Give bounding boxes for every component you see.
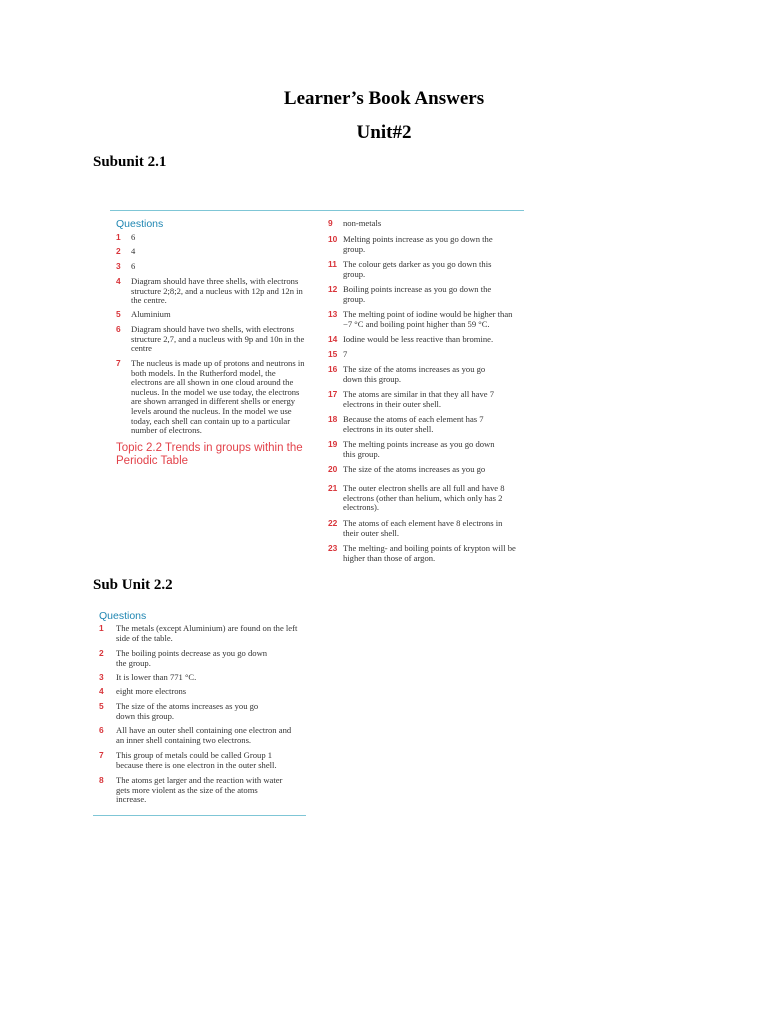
answer-text: Iodine would be less reactive than bromine.	[343, 334, 494, 344]
answer-item	[328, 390, 508, 409]
answer-text: The outer electron shells are all full and have 8 electrons (other than helium, which only has 2 electrons).	[343, 483, 505, 513]
answer-text: All have an outer shell containing one electron and an inner shell containing two electrons.	[116, 725, 292, 745]
answer-number: 19	[328, 439, 338, 449]
answer-text: Melting points increase as you go down the group.	[343, 234, 493, 254]
subunit-2-1-answers-image	[110, 210, 524, 566]
answer-text: 7	[343, 349, 348, 359]
answer-item	[328, 519, 520, 538]
answer-number: 5	[99, 701, 104, 711]
answer-item	[99, 751, 299, 770]
answer-text: This group of metals could be called Group 1 because there is one electron in the outer shell.	[116, 750, 277, 770]
answer-item	[328, 219, 520, 229]
answer-number: 20	[328, 465, 338, 474]
panel-bottom-rule	[93, 815, 306, 816]
answer-item	[328, 350, 520, 360]
answer-number: 13	[328, 309, 338, 319]
answer-item	[116, 359, 308, 436]
answer-number: 15	[328, 349, 338, 359]
answer-text: The atoms of each element have 8 electrons in their outer shell.	[343, 518, 503, 538]
answer-number: 7	[116, 358, 121, 368]
answer-text: The boiling points decrease as you go down the group.	[116, 648, 268, 668]
answer-item	[328, 484, 520, 513]
answer-number: 6	[99, 725, 104, 735]
answer-text: The melting points increase as you go down this group.	[343, 439, 495, 459]
subunit-2-2-answers-image	[93, 606, 306, 816]
answer-item	[328, 415, 508, 434]
answer-number: 4	[99, 686, 104, 696]
answer-number: 17	[328, 389, 338, 399]
questions-heading: Questions	[99, 610, 147, 622]
answer-item	[328, 465, 520, 475]
answer-item	[99, 624, 299, 643]
answer-text: The atoms get larger and the reaction with water gets more violent as the size of the atoms increase.	[116, 775, 283, 805]
answer-number: 5	[116, 309, 121, 319]
answer-number: 23	[328, 543, 338, 553]
answer-text: The nucleus is made up of protons and neutrons in both models. In the Rutherford model, the electrons are all shown in one cloud around the nucleus. In the model we use today, the electrons are shown arranged in different shells or energy levels around the nucleus. In the model we use today, each shell can contain up to a particular number of electrons.	[131, 358, 305, 436]
answer-number: 6	[116, 324, 121, 334]
answer-text: The size of the atoms increases as you go down this group.	[343, 364, 486, 384]
answer-text: non-metals	[343, 218, 382, 228]
answer-item	[99, 687, 299, 697]
answer-item	[99, 673, 299, 683]
answer-number: 4	[116, 276, 121, 286]
answer-item	[99, 649, 275, 668]
questions-heading: Questions	[116, 218, 164, 230]
panel-top-rule	[110, 210, 524, 211]
answer-number: 1	[116, 232, 121, 242]
answer-item	[116, 325, 308, 354]
answer-text: Aluminium	[131, 309, 171, 319]
answer-number: 3	[116, 261, 121, 271]
answer-item	[328, 544, 520, 563]
answer-text: Because the atoms of each element has 7 electrons in its outer shell.	[343, 414, 484, 434]
answer-number: 1	[99, 623, 104, 633]
answer-item	[99, 702, 275, 721]
answer-number: 18	[328, 414, 338, 424]
answer-text: It is lower than 771 °C.	[116, 672, 197, 682]
answer-item	[99, 776, 289, 805]
answer-text: The melting- and boiling points of krypton will be higher than those of argon.	[343, 543, 516, 563]
answer-number: 14	[328, 334, 338, 344]
answer-text: The melting point of iodine would be higher than −7 °C and boiling point higher than 59 °C.	[343, 309, 513, 329]
answer-text: The size of the atoms increases as you go down this group.	[116, 701, 259, 721]
answer-number: 8	[99, 775, 104, 785]
unit-heading: Unit#2	[356, 122, 412, 143]
answer-number: 2	[116, 246, 121, 256]
answer-item	[328, 235, 496, 254]
answer-item	[328, 440, 508, 459]
answer-number: 11	[328, 259, 337, 269]
answer-number: 16	[328, 364, 338, 374]
answer-item	[99, 726, 299, 745]
answer-text: The colour gets darker as you go down this group.	[343, 259, 492, 279]
answer-number: 10	[328, 234, 338, 244]
answer-item	[328, 260, 496, 279]
answer-text: The size of the atoms increases as you go	[343, 465, 486, 474]
answer-number: 22	[328, 518, 338, 528]
answer-item	[328, 285, 496, 304]
answer-item	[116, 277, 308, 306]
answer-text: 6	[131, 261, 136, 271]
answer-text: 4	[131, 246, 136, 256]
answer-text: eight more electrons	[116, 686, 187, 696]
answer-text: The metals (except Aluminium) are found on the left side of the table.	[116, 623, 298, 643]
subunit-2-1-heading: Subunit 2.1	[93, 154, 167, 170]
answer-item	[328, 335, 520, 345]
answer-number: 21	[328, 483, 338, 493]
answer-text: Diagram should have two shells, with electrons structure 2,7, and a nucleus with 9p and 10n in the centre	[131, 324, 305, 354]
answer-item	[116, 233, 316, 243]
answer-text: 6	[131, 232, 136, 242]
answer-item	[328, 365, 504, 384]
answer-item	[116, 262, 316, 272]
subunit-2-2-heading: Sub Unit 2.2	[93, 577, 173, 593]
answer-text: Diagram should have three shells, with electrons structure 2;8;2, and a nucleus with 12p and 12n in the centre.	[131, 276, 303, 306]
answer-text: Boiling points increase as you go down the group.	[343, 284, 492, 304]
topic-2-2-heading: Topic 2.2 Trends in groups within the Periodic Table	[116, 442, 303, 467]
answer-item	[116, 310, 308, 320]
answer-text: The atoms are similar in that they all have 7 electrons in their outer shell.	[343, 389, 495, 409]
answer-number: 12	[328, 284, 338, 294]
answer-number: 2	[99, 648, 104, 658]
answer-number: 7	[99, 750, 104, 760]
answer-number: 9	[328, 218, 333, 228]
answer-item	[116, 247, 316, 257]
answer-item	[328, 310, 520, 329]
document-title: Learner’s Book Answers	[283, 88, 485, 109]
answer-number: 3	[99, 672, 104, 682]
